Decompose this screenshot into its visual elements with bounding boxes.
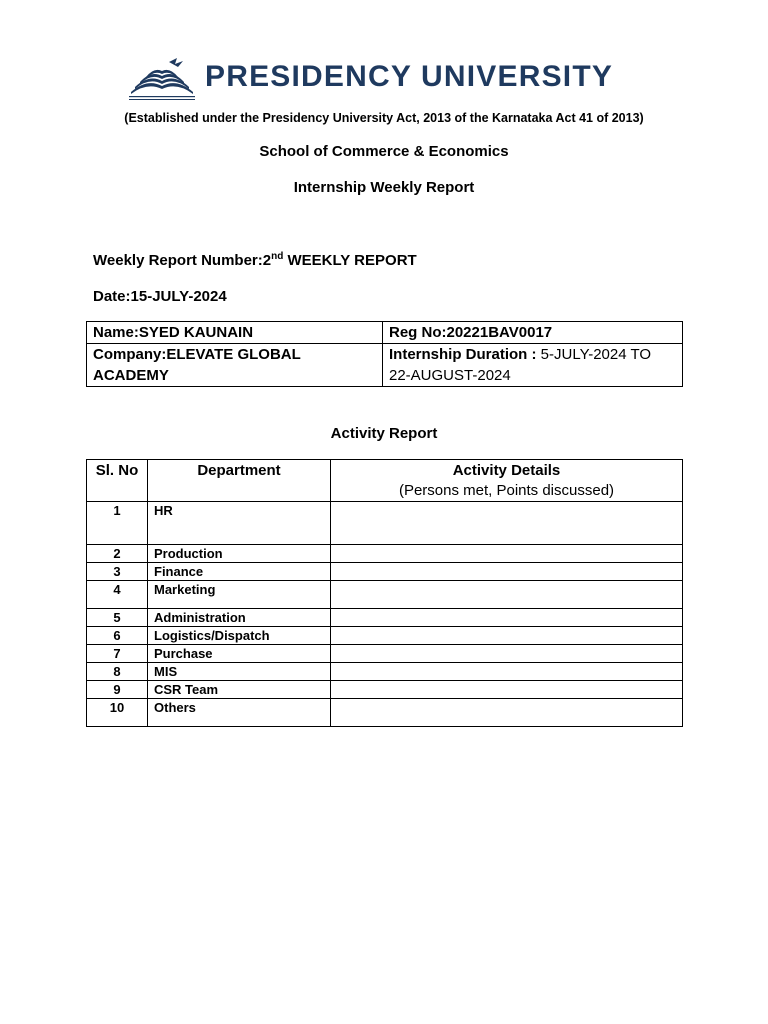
university-logo-icon [125, 56, 199, 102]
duration-label: Internship Duration : [389, 346, 541, 363]
activity-table [86, 459, 683, 727]
row-department: MIS [148, 663, 331, 681]
row-sl: 7 [87, 645, 148, 663]
duration-value-line1: 5-JULY-2024 TO [540, 346, 652, 363]
row-department: HR [148, 502, 331, 545]
row-department: Marketing [148, 581, 331, 609]
row-department: Finance [148, 563, 331, 581]
table-row [87, 699, 683, 727]
activity-report-title: Activity Report [330, 425, 438, 442]
duration-value-line2: 22-AUGUST-2024 [389, 367, 511, 384]
row-details[interactable] [331, 663, 683, 681]
report-date [93, 288, 227, 305]
report-date-value: 15-JULY-2024 [130, 288, 227, 305]
company-value: ELEVATE GLOBAL ACADEMY [93, 346, 301, 384]
reg-label: Reg No: [389, 324, 447, 341]
row-sl: 1 [87, 502, 148, 545]
duration-cell [383, 344, 683, 387]
row-department: Production [148, 545, 331, 563]
row-department: Purchase [148, 645, 331, 663]
row-department: Administration [148, 609, 331, 627]
column-header-details-subtitle: (Persons met, Points discussed) [398, 482, 615, 499]
row-details[interactable] [331, 609, 683, 627]
report-date-label: Date: [93, 288, 131, 305]
row-sl: 9 [87, 681, 148, 699]
weekly-report-number-suffix: nd [271, 251, 284, 262]
column-header-sl: Sl. No [87, 460, 148, 502]
row-details[interactable] [331, 581, 683, 609]
row-details[interactable] [331, 681, 683, 699]
row-sl: 3 [87, 563, 148, 581]
table-row [87, 545, 683, 563]
row-details[interactable] [331, 699, 683, 727]
row-department: CSR Team [148, 681, 331, 699]
established-note: (Established under the Presidency University Act, 2013 of the Karnataka Act 41 of 2013) [124, 111, 644, 125]
column-header-department: Department [148, 460, 331, 502]
row-details[interactable] [331, 627, 683, 645]
row-sl: 8 [87, 663, 148, 681]
weekly-report-number-rest: WEEKLY REPORT [283, 252, 417, 269]
weekly-report-number [93, 251, 417, 269]
row-department: Others [148, 699, 331, 727]
row-details[interactable] [331, 645, 683, 663]
report-title: Internship Weekly Report [293, 179, 475, 196]
activity-table-header [87, 460, 683, 502]
info-row [87, 322, 683, 344]
info-row [87, 344, 683, 387]
weekly-report-number-value: 2 [262, 252, 272, 269]
table-row [87, 581, 683, 609]
row-sl: 6 [87, 627, 148, 645]
row-details[interactable] [331, 502, 683, 545]
table-row [87, 627, 683, 645]
weekly-report-number-label: Weekly Report Number: [93, 252, 263, 269]
table-row [87, 563, 683, 581]
company-label: Company: [93, 346, 167, 363]
university-header [125, 56, 655, 102]
row-sl: 2 [87, 545, 148, 563]
reg-value: 20221BAV0017 [446, 324, 553, 341]
row-sl: 5 [87, 609, 148, 627]
reg-cell [383, 322, 683, 344]
student-info-table [86, 321, 683, 387]
column-header-details-title: Activity Details [452, 462, 561, 479]
column-header-details [331, 460, 683, 502]
school-name: School of Commerce & Economics [259, 143, 509, 160]
table-row [87, 681, 683, 699]
row-sl: 4 [87, 581, 148, 609]
table-row [87, 645, 683, 663]
table-row [87, 609, 683, 627]
university-name: PRESIDENCY UNIVERSITY [205, 60, 614, 93]
name-label: Name: [93, 324, 139, 341]
name-cell [87, 322, 383, 344]
row-details[interactable] [331, 545, 683, 563]
table-row [87, 502, 683, 545]
row-department: Logistics/Dispatch [148, 627, 331, 645]
row-sl: 10 [87, 699, 148, 727]
company-cell [87, 344, 383, 387]
table-row [87, 663, 683, 681]
name-value: SYED KAUNAIN [138, 324, 254, 341]
row-details[interactable] [331, 563, 683, 581]
